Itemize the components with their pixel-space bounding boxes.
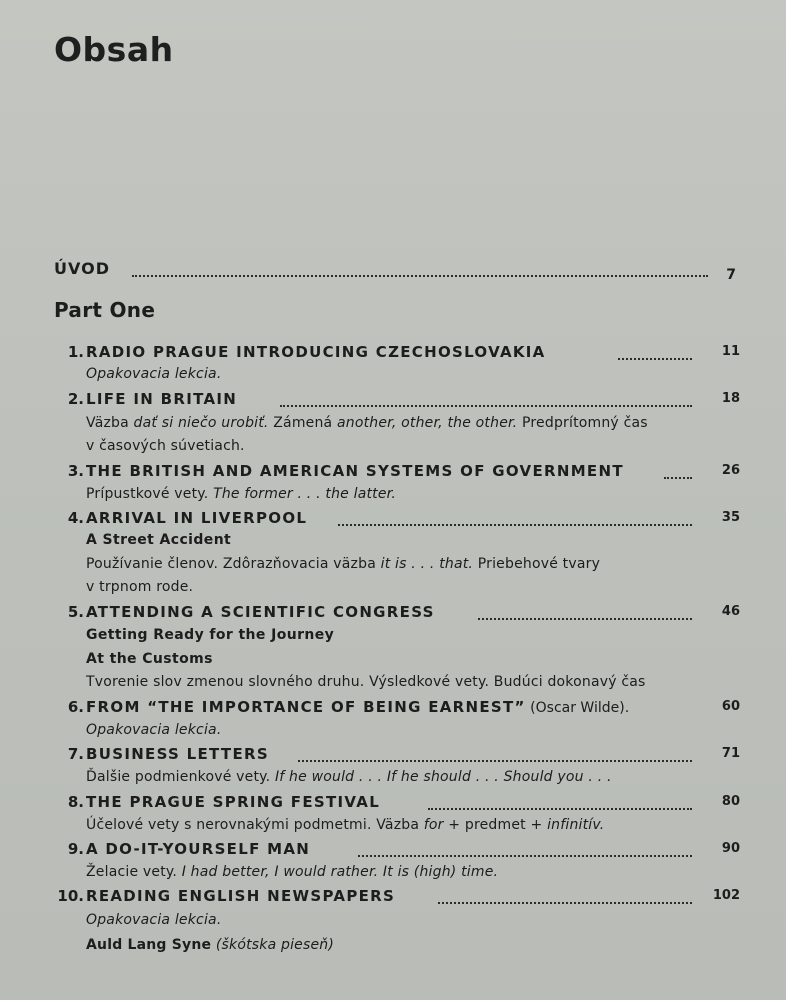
dot-leader [478, 607, 692, 620]
toc-chapter-1 [58, 343, 740, 367]
chapter-10-subtitle: Opakovacia lekcia. [86, 912, 222, 928]
chapter-6-subtitle: Opakovacia lekcia. [86, 722, 222, 738]
dot-leader [618, 347, 692, 360]
toc-chapter-3 [58, 462, 740, 486]
chapter-3-description [86, 486, 706, 502]
chapter-title: THE BRITISH AND AMERICAN SYSTEMS OF GOVERNMENT [86, 462, 624, 480]
chapter-page-number: 102 [712, 888, 740, 903]
chapter-page-number: 90 [721, 841, 740, 856]
italic-text-run: The former . . . the latter. [213, 486, 396, 502]
song-title: Auld Lang Syne [86, 937, 212, 953]
chapter-page-number: 26 [721, 463, 740, 478]
toc-chapter-8 [58, 793, 740, 817]
chapter-title-text: FROM “THE IMPORTANCE OF BEING EARNEST” [86, 698, 526, 716]
chapter-number: 7. [67, 745, 84, 763]
text-run: Želacie vety. [86, 864, 182, 880]
text-run: Prípustkové vety. [86, 486, 214, 502]
toc-chapter-10 [58, 887, 740, 911]
dot-leader [132, 261, 708, 277]
chapter-7-description [86, 769, 706, 785]
chapter-2-description-line-2: v časových súvetiach. [86, 438, 245, 454]
song-note: (škótska pieseň) [211, 937, 335, 953]
text-run: Účelové vety s nerovnakými podmetmi. Väzba [86, 817, 424, 833]
intro-page-number: 7 [726, 267, 736, 283]
chapter-1-subtitle: Opakovacia lekcia. [86, 366, 222, 382]
chapter-page-number: 11 [721, 344, 740, 359]
chapter-4-description-line-2: v trpnom rode. [86, 579, 194, 595]
italic-text-run: another, other, the other. [336, 415, 518, 431]
chapter-9-description [86, 864, 706, 880]
dot-leader [664, 466, 692, 479]
text-run: Priebehové tvary [473, 556, 601, 572]
italic-text-run: I had better, I would rather. It is (high) time. [181, 864, 499, 880]
chapter-8-description [86, 817, 706, 833]
chapter-number: 2. [67, 390, 84, 408]
text-run: Ďalšie podmienkové vety. [86, 769, 275, 785]
chapter-number: 4. [67, 509, 84, 527]
chapter-4-lesson-title: A Street Accident [86, 532, 232, 548]
toc-intro-row [54, 259, 736, 285]
chapter-number: 9. [67, 840, 84, 858]
chapter-page-number: 46 [721, 604, 740, 619]
italic-text-run: it is . . . that. [380, 556, 474, 572]
toc-chapter-2 [58, 390, 740, 414]
text-run: Zámená [268, 415, 337, 431]
dot-leader [428, 797, 692, 810]
toc-chapter-5 [58, 603, 740, 627]
chapter-title: ATTENDING A SCIENTIFIC CONGRESS [86, 603, 435, 621]
toc-chapter-4 [58, 509, 740, 533]
toc-chapter-7 [58, 745, 740, 769]
dot-leader [438, 891, 692, 904]
chapter-title [86, 698, 629, 716]
text-run: Predprítomný čas [517, 415, 648, 431]
italic-text-run: for [423, 817, 444, 833]
toc-chapter-6 [58, 698, 740, 722]
chapter-number: 10. [57, 887, 84, 905]
chapter-number: 1. [67, 343, 84, 361]
chapter-page-number: 60 [721, 699, 740, 714]
chapter-10-song-line [86, 937, 706, 953]
toc-chapter-9 [58, 840, 740, 864]
part-heading: Part One [54, 298, 156, 322]
chapter-title: RADIO PRAGUE INTRODUCING CZECHOSLOVAKIA [86, 343, 546, 361]
page-title: Obsah [54, 30, 174, 69]
dot-leader [280, 394, 692, 407]
dot-leader [358, 844, 692, 857]
italic-text-run: dať si niečo urobiť. [133, 415, 269, 431]
text-run: Používanie členov. Zdôrazňovacia väzba [86, 556, 381, 572]
chapter-5-description: Tvorenie slov zmenou slovného druhu. Výsledkové vety. Budúci dokonavý čas [86, 674, 646, 690]
chapter-number: 6. [67, 698, 84, 716]
chapter-author: (Oscar Wilde). [525, 700, 630, 716]
italic-text-run: If he would . . . If he should . . . Should you . . . [274, 769, 612, 785]
chapter-page-number: 18 [721, 391, 740, 406]
chapter-title: LIFE IN BRITAIN [86, 390, 238, 408]
chapter-number: 5. [67, 603, 84, 621]
chapter-title: READING ENGLISH NEWSPAPERS [86, 887, 396, 905]
chapter-5-lesson-title-2: At the Customs [86, 651, 213, 667]
chapter-title: BUSINESS LETTERS [86, 745, 269, 763]
chapter-number: 3. [67, 462, 84, 480]
italic-text-run: infinitív. [547, 817, 605, 833]
chapter-2-description-line-1 [86, 415, 706, 431]
chapter-5-lesson-title-1: Getting Ready for the Journey [86, 627, 335, 643]
chapter-title: A DO-IT-YOURSELF MAN [86, 840, 311, 858]
chapter-page-number: 71 [721, 746, 740, 761]
chapter-number: 8. [67, 793, 84, 811]
chapter-page-number: 35 [721, 510, 740, 525]
dot-leader [298, 749, 692, 762]
chapter-title: THE PRAGUE SPRING FESTIVAL [86, 793, 381, 811]
chapter-page-number: 80 [721, 794, 740, 809]
chapter-title: ARRIVAL IN LIVERPOOL [86, 509, 308, 527]
chapter-4-description-line-1 [86, 556, 706, 572]
intro-label: ÚVOD [54, 259, 110, 278]
text-run: + predmet + [443, 817, 548, 833]
text-run: Väzba [86, 415, 134, 431]
dot-leader [338, 513, 692, 526]
